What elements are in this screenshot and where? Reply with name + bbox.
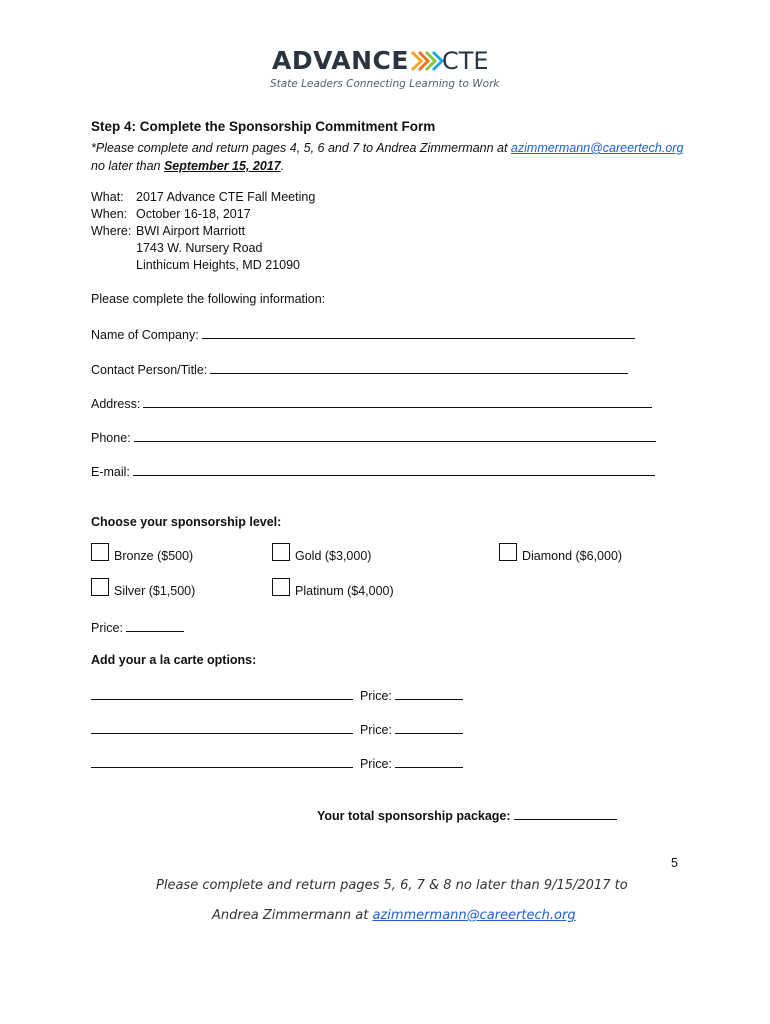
- alacarte-option-field[interactable]: [91, 687, 353, 700]
- footer-line2: [212, 908, 576, 923]
- silver-checkbox[interactable]: [91, 578, 109, 596]
- alacarte-price-field[interactable]: [395, 687, 463, 700]
- total-field[interactable]: [514, 807, 617, 820]
- alacarte-price-label: Price:: [359, 757, 392, 771]
- intro-deadline: September 15, 2017: [163, 159, 281, 173]
- logo-tagline: State Leaders Connecting Learning to Work: [270, 78, 500, 90]
- form-instructions: Please complete the following information:: [91, 292, 326, 306]
- alacarte-row: [91, 721, 463, 737]
- total-row: [317, 807, 617, 823]
- intro-suffix: .: [280, 159, 285, 173]
- alacarte-option-field[interactable]: [91, 755, 353, 768]
- alacarte-price-label: Price:: [359, 723, 392, 737]
- contact-field[interactable]: [210, 361, 628, 374]
- sponsorship-price-field[interactable]: [126, 619, 184, 632]
- logo-wordmark-bold: ADVANCE: [272, 46, 409, 75]
- total-label: Your total sponsorship package:: [317, 809, 511, 823]
- intro-email-link[interactable]: azimmermann@careertech.org: [510, 141, 684, 155]
- email-label: E-mail:: [91, 465, 130, 479]
- what-value: 2017 Advance CTE Fall Meeting: [136, 190, 316, 204]
- bronze-label: Bronze ($500): [114, 549, 194, 563]
- when-label: When:: [91, 207, 128, 221]
- when-value: October 16-18, 2017: [136, 207, 251, 221]
- platinum-label: Platinum ($4,000): [295, 584, 394, 598]
- company-row: [91, 326, 635, 342]
- alacarte-price-field[interactable]: [395, 755, 463, 768]
- sponsorship-price-row: [91, 619, 184, 635]
- bronze-checkbox[interactable]: [91, 543, 109, 561]
- email-row: [91, 463, 655, 479]
- company-field[interactable]: [202, 326, 635, 339]
- platinum-checkbox[interactable]: [272, 578, 290, 596]
- where-label: Where:: [91, 224, 132, 238]
- gold-label: Gold ($3,000): [295, 549, 372, 563]
- intro-text: [91, 139, 683, 175]
- intro-line2-prefix: no later than: [91, 159, 164, 173]
- contact-row: [91, 361, 628, 377]
- where-line2: 1743 W. Nursery Road: [136, 241, 263, 255]
- where-line3: Linthicum Heights, MD 21090: [136, 258, 300, 272]
- phone-row: [91, 429, 656, 445]
- logo-wordmark-light: CTE: [442, 47, 489, 75]
- what-label: What:: [91, 190, 124, 204]
- email-field[interactable]: [133, 463, 655, 476]
- alacarte-price-label: Price:: [359, 689, 392, 703]
- intro-prefix: *Please complete and return pages 4, 5, 6 and 7 to Andrea Zimmermann at: [91, 141, 511, 155]
- address-field[interactable]: [143, 395, 652, 408]
- diamond-label: Diamond ($6,000): [522, 549, 623, 563]
- address-row: [91, 395, 652, 411]
- phone-field[interactable]: [134, 429, 656, 442]
- event-info: [91, 190, 391, 280]
- contact-label: Contact Person/Title:: [91, 363, 208, 377]
- gold-checkbox[interactable]: [272, 543, 290, 561]
- address-label: Address:: [91, 397, 141, 411]
- alacarte-row: [91, 687, 463, 703]
- footer-line1: Please complete and return pages 5, 6, 7 & 8 no later than 9/15/2017 to: [156, 878, 628, 893]
- alacarte-price-field[interactable]: [395, 721, 463, 734]
- alacarte-option-field[interactable]: [91, 721, 353, 734]
- step-title: Step 4: Complete the Sponsorship Commitment Form: [91, 119, 436, 134]
- where-line1: BWI Airport Marriott: [136, 224, 246, 238]
- alacarte-row: [91, 755, 463, 771]
- sponsorship-heading: Choose your sponsorship level:: [91, 515, 282, 529]
- advance-cte-logo: [270, 44, 510, 96]
- phone-label: Phone:: [91, 431, 131, 445]
- footer-line2-prefix: Andrea Zimmermann at: [212, 908, 373, 923]
- diamond-checkbox[interactable]: [499, 543, 517, 561]
- alacarte-heading: Add your a la carte options:: [91, 653, 257, 667]
- silver-label: Silver ($1,500): [114, 584, 196, 598]
- page-number: 5: [671, 856, 678, 870]
- company-label: Name of Company:: [91, 328, 199, 342]
- logo-arrows-icon: [410, 50, 444, 72]
- footer-email-link[interactable]: azimmermann@careertech.org: [372, 908, 576, 923]
- sponsorship-price-label: Price:: [91, 621, 123, 635]
